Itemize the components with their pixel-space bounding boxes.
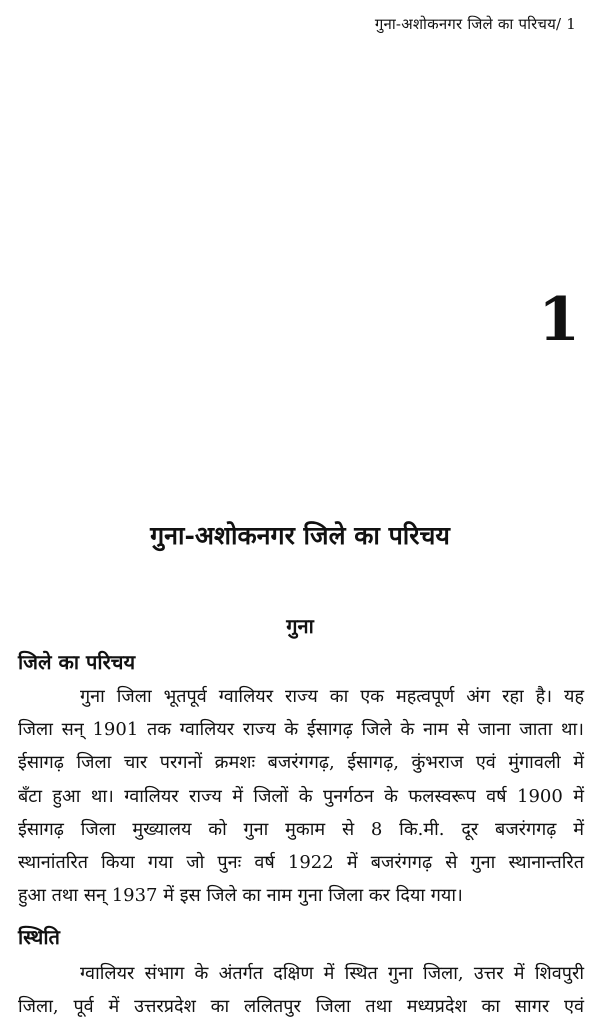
subsection-heading-location: स्थिति	[18, 925, 60, 949]
section-title: गुना	[286, 614, 314, 638]
chapter-number: 1	[538, 285, 580, 355]
chapter-title: गुना-अशोकनगर जिले का परिचय	[150, 521, 450, 550]
text-line: ईसागढ़ जिला चार परगनों क्रमशः बजरंगगढ़, ईसागढ़, कुंभराज एवं मुंगावली में	[18, 752, 584, 774]
text-line: ग्वालियर संभाग के अंतर्गत दक्षिण में स्थित गुना जिला, उत्तर में शिवपुरी	[80, 963, 584, 984]
text-line: गुना जिला भूतपूर्व ग्वालियर राज्य का एक महत्वपूर्ण अंग रहा है। यह	[80, 686, 584, 707]
paragraph-introduction	[18, 680, 584, 912]
text-line: जिला, पूर्व में उत्तरप्रदेश का ललितपुर जिला तथा मध्यप्रदेश का सागर एवं	[18, 996, 584, 1018]
text-line: जिला सन् 1901 तक ग्वालियर राज्य के ईसागढ़ जिले के नाम से जाना जाता था।	[18, 719, 584, 741]
subsection-heading-introduction: जिले का परिचय	[18, 650, 136, 674]
text-line: स्थानांतरित किया गया जो पुनः वर्ष 1922 में बजरंगगढ़ से गुना स्थानान्तरित	[18, 852, 584, 874]
text-line: ईसागढ़ जिला मुख्यालय को गुना मुकाम से 8 कि.मी. दूर बजरंगगढ़ में	[18, 818, 584, 840]
text-line: हुआ तथा सन् 1937 में इस जिले का नाम गुना जिला कर दिया गया।	[18, 885, 463, 907]
running-header: गुना-अशोकनगर जिले का परिचय/ 1	[374, 15, 576, 33]
text-line: बँटा हुआ था। ग्वालियर राज्य में जिलों के पुनर्गठन के फलस्वरूप वर्ष 1900 में	[18, 785, 584, 807]
paragraph-location	[18, 957, 584, 1023]
